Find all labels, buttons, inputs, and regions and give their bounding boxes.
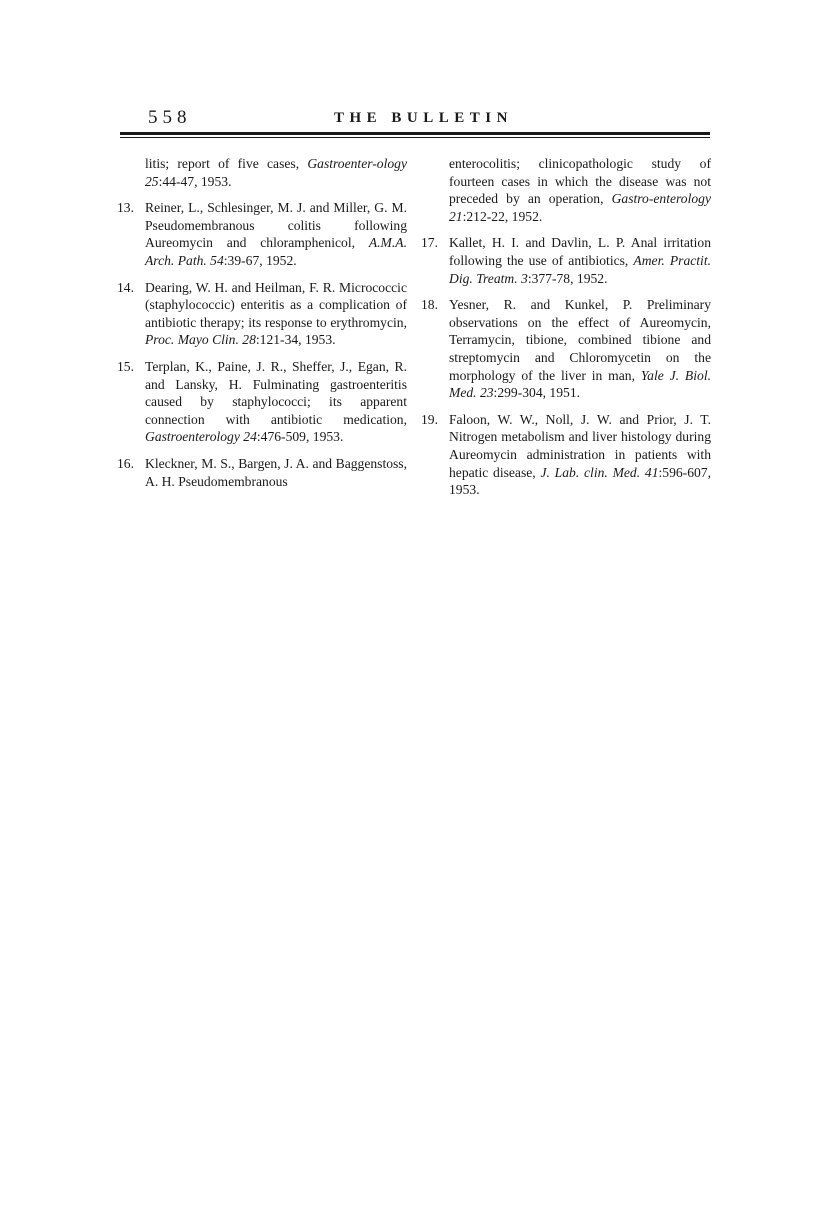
reference-16-continued: [424, 155, 711, 225]
journal-citation: Gastro-enterology 21: [449, 191, 711, 224]
citation-pages: :121-34, 1953.: [255, 332, 336, 348]
citation-pages: :476-509, 1953.: [256, 429, 344, 445]
journal-citation: Amer. Practit. Dig. Treatm. 3: [449, 252, 712, 286]
reference-number: 13.: [117, 200, 134, 216]
citation-pages: :212-22, 1952.: [462, 208, 543, 224]
references-right-column: [421, 155, 712, 499]
reference-18: [421, 296, 711, 402]
references-left-column: [117, 155, 407, 490]
reference-15: [117, 358, 407, 446]
reference-number: 15.: [117, 358, 134, 374]
reference-text: Faloon, W. W., Noll, J. W. and Prior, J. T. Nitrogen metabolism and liver histology during Aureomycin administration in patients with hepatic disease,: [449, 411, 711, 480]
reference-text: Terplan, K., Paine, J. R., Sheffer, J., Egan, R. and Lansky, H. Fulminating gastroenteritis caused by staphylococci; its apparent connection with antibiotic medication,: [145, 358, 407, 427]
header-rule-thick: [120, 132, 710, 135]
running-title: THE BULLETIN: [334, 110, 513, 126]
citation-pages: :44-47, 1953.: [158, 173, 232, 189]
reference-number: 14.: [117, 279, 134, 295]
reference-text: Kallet, H. I. and Davlin, L. P. Anal irritation following the use of antibiotics,: [449, 235, 711, 268]
reference-number: 16.: [117, 455, 134, 471]
reference-19: [421, 411, 711, 499]
citation-pages: :596-607, 1953.: [449, 464, 711, 498]
journal-citation: J. Lab. clin. Med. 41: [540, 464, 659, 480]
citation-pages: :377-78, 1952.: [527, 270, 608, 286]
reference-12-continued: [120, 155, 407, 190]
citation-pages: :39-67, 1952.: [223, 252, 297, 268]
reference-number: 18.: [421, 297, 438, 313]
reference-14: [117, 279, 407, 349]
header-rule-thin: [120, 137, 710, 138]
reference-17: [421, 234, 712, 287]
journal-citation: A.M.A. Arch. Path. 54: [145, 235, 407, 268]
reference-number: 19.: [421, 411, 438, 427]
reference-13: [117, 199, 407, 269]
reference-text: Dearing, W. H. and Heilman, F. R. Micrococcic (staphylococcic) enteritis as a complication of antibiotic therapy; its response to erythromycin,: [145, 279, 407, 330]
citation-pages: :299-304, 1951.: [493, 385, 581, 401]
reference-text: enterocolitis; clinicopathologic study of fourteen cases in which the disease was not preceded by an operation,: [449, 156, 711, 207]
reference-16: [117, 455, 407, 490]
page-number: 558: [148, 107, 192, 128]
journal-citation: Yale J. Biol. Med. 23: [449, 367, 711, 401]
journal-citation: Gastroenter-ology 25: [145, 156, 407, 189]
reference-text: Yesner, R. and Kunkel, P. Preliminary observations on the effect of Aureomycin, Terramycin, tibione, combined tibione and streptomycin and Chloromycetin on the morphology of the liver in man,: [449, 297, 711, 383]
reference-number: 17.: [421, 235, 438, 251]
journal-citation: Gastroenterology 24: [145, 429, 257, 445]
reference-text: litis; report of five cases,: [145, 156, 308, 171]
reference-text: Kleckner, M. S., Bargen, J. A. and Baggenstoss, A. H. Pseudomembranous: [145, 455, 407, 489]
reference-text: Reiner, L., Schlesinger, M. J. and Miller, G. M. Pseudomembranous colitis following Aureomycin and chloramphenicol,: [145, 200, 407, 251]
journal-citation: Proc. Mayo Clin. 28: [145, 332, 256, 348]
